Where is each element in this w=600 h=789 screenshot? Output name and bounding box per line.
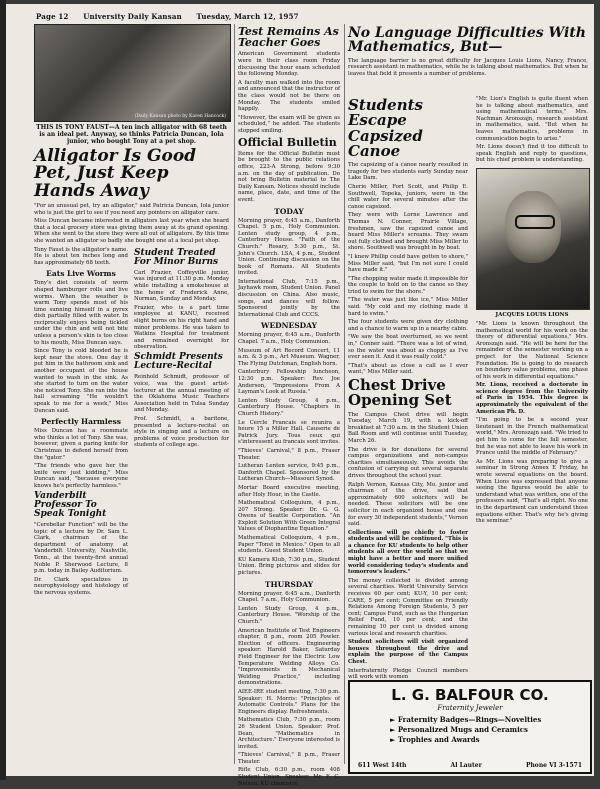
article-paragraph: As Mr. Lions was preparing to give a seminar in Strong Annex E Friday, he wrote several equations on the board. When Lions was expressed that anyone seeing the figures would be able to understand what was written, one of the professors said, "That's all right. No one in the department can understand those equations either. That's why he's giving the seminar." bbox=[476, 458, 588, 525]
bulletin-item: "Thieves' Carnival," 8 p.m., Fraser Theater. bbox=[238, 752, 340, 765]
article-paragraph: Mr. Lions, received a doctorate in science degree from the University of Paris in 1954. This degree is approximately the equivalent of the American Ph. D. bbox=[476, 382, 588, 415]
balfour-ad bbox=[348, 680, 592, 774]
issue-date: Tuesday, March 12, 1957 bbox=[196, 12, 299, 21]
test-headline: Test Remains As Teacher Goes bbox=[238, 25, 339, 50]
photo-caption: THIS IS TONY FAUST—A ten inch alligator with 68 teeth is an ideal pet. Anyway, so thinks Patricia Duncan, Iola junior, who bought Tony at a pet shop. bbox=[36, 124, 227, 145]
bulletin-item: Mortar Board executive meeting, after Holy Hour, in the Castle. bbox=[238, 484, 340, 498]
vanderbilt-headline: Vanderbilt Professor To Speak Tonight bbox=[34, 490, 107, 519]
article-paragraph: "However, the exam will be given as scheduled," he added. The students stopped smiling. bbox=[238, 114, 340, 134]
paper-name: University Daily Kansan bbox=[83, 12, 182, 21]
canoe-headline: Students Escape Capsized Canoe bbox=[348, 96, 423, 160]
newspaper-page bbox=[6, 4, 594, 787]
language-header bbox=[348, 24, 588, 79]
bulletin-item: Mathematical Colloquium, 4 p.m., Paper "Tonst in Mexico." Open to all students. Guest Student Union. bbox=[238, 535, 340, 555]
balfour-item: ► Personalized Mugs and Ceramics bbox=[390, 725, 528, 734]
balfour-item: ► Fraternity Badges—Rings—Novelties bbox=[390, 715, 542, 724]
lions-portrait bbox=[476, 168, 590, 310]
article-paragraph: The four students were given dry clothing and a chance to warm up in a nearby cabin. bbox=[348, 319, 468, 332]
bulletin-item: Mathematics Club, 7:30 p.m., room 26 Student Union. Speaker: Prof. Dean, "Mathematics in Architecture." Everyone interested is invited. bbox=[238, 717, 340, 750]
article-paragraph: Cherie Miller, Fort Scott, and Philip E. Southwell, Topeka, juniors, were in the chill water for several minutes after the canoe capsized. bbox=[348, 183, 468, 210]
schmidt-headline: Schmidt Presents Lecture-Recital bbox=[134, 352, 223, 372]
article-paragraph: Miss Duncan became interested in alligators last year when she heard that a local grocery store was giving them away at its grand opening. When she went to the store they were all out of alligators. By this time she wanted an alligator so badly she bought one at a local pet shop. bbox=[34, 218, 229, 244]
bulletin-item: KU Kamera Klub, 7:30 p.m., Student Union. Bring pictures and slides for pictures. bbox=[238, 556, 340, 577]
balfour-phone: Phone VI 3-1571 bbox=[525, 762, 582, 769]
subhead: Eats Live Worms bbox=[46, 269, 116, 279]
column-1 bbox=[34, 24, 229, 599]
article-paragraph: "I'm going to be a second year lieutenant in the French mathematical world," Mrs. Aronszajn said. "We tried to get him to come for the fall semester, but he was not able to leave his work in France until the middle of February." bbox=[476, 417, 588, 457]
column-2 bbox=[238, 24, 340, 789]
bulletin-item: Lenten Study Group, 4 p.m., Canterbury House. "Worship of the Church." bbox=[238, 605, 340, 625]
bulletin-item: Museum of Art Record Concert, 11 a.m. & 3 p.m., Art Museum. Wagner, The Flying Dutchman, English horn. bbox=[238, 347, 340, 367]
bulletin-day: THURSDAY bbox=[264, 579, 314, 589]
article-paragraph: American Government students were in their class room Friday discussing the hour exam scheduled the following Monday. bbox=[238, 51, 340, 78]
column-1a bbox=[34, 247, 128, 599]
photo-credit: (Daily Kansan photo by Karen Hancock) bbox=[134, 114, 226, 119]
bulletin-item: American Institute of Test Engineers chapter, 8 p.m., room 205 Fowler. Election of officers. Engineering speaker: Harold Baker, Saturday Field Engineer for the Electric Low Temperature Welding Alloys Co. "Improvements in Mechanical Welding Practice," including demonstrations. bbox=[238, 627, 340, 687]
article-paragraph: A faculty man walked into the room and announced that the instructor of the class would not be there on Monday. The students smiled happily. bbox=[238, 79, 340, 113]
article-paragraph: Prof. Schmidt, a baritone, presented a lecture-recital on style in singing and a lecture on problems of voice production for students of college age. bbox=[134, 415, 229, 449]
article-paragraph: Tony Faust is the alligator's name. He is about ten inches long and has approximately 68 teeth. bbox=[34, 246, 128, 266]
bulletin-item: International Club, 7:15 p.m., Jayhawk room, Student Union. Panel discussion on China. Also music, songs, and dances will follow. Sponsored jointly by the International Club and CCCS. bbox=[238, 278, 340, 318]
column-4 bbox=[476, 96, 588, 527]
article-paragraph: Frazier, who is a part time employee at KANU, received slight burns on his right hand and minor problems. He was taken to Watkins Hospital for treatment and remained overnight for observation. bbox=[134, 304, 229, 351]
bulletin-item: Morning prayer, 6:45 a.m., Danforth Chapel. 7 a.m., Holy Communion. bbox=[238, 590, 340, 604]
balfour-address: 611 West 14th bbox=[358, 762, 407, 769]
bulletin-intro: Items for the Official Bulletin must be brought to the public relations office, 223-A Strong, before 9:30 a.m. on the day of publication. Do not bring Bulletin material to The Daily Kansan. Notices should include name, place, date, and time of the event. bbox=[238, 150, 340, 203]
bulletin-item: Canterbury Fellowship luncheon, 12:30 p.m. Speaker: Rev. Joe Anderson, "Impressions From A Layman's Look at Russia." bbox=[238, 369, 340, 396]
bulletin-item: Rifle Club, 6:30 p.m., room 408 Student Union. Speaker: Mr. F. C. Nelson, KU chemistry. bbox=[238, 767, 340, 787]
page-number: Page 12 bbox=[36, 12, 69, 21]
article-paragraph: The drive is for donations for several campus organizations and non-campus charities simultaneously. This avoids the confusion of carrying out several separate drives throughout the school year. bbox=[348, 446, 468, 479]
article-paragraph: They were with Lorne Lawrence and Thomas N. Conner, Prairie Village, freshmen, saw the capsized canoe and heard Miss Miller's screams. They swam out fully clothed and brought Miss Miller to shore. Southwell was brought in by boat. bbox=[348, 212, 468, 252]
article-paragraph: "For an unusual pet, try an alligator," said Patricia Duncan, Iola junior who is just the girl to see if you need any pointers on alligator care. bbox=[34, 202, 229, 216]
column-rule bbox=[234, 24, 235, 764]
article-paragraph: The language barrier is no great difficulty for Jacques Louis Lions, Nancy, France, research assistant in mathematics, while he is talking about mathematics. But when he leaves that field it presents a number of problems. bbox=[348, 57, 588, 77]
article-paragraph: "The friends who gave her the knife were just kidding," Miss Duncan said, "because everyone knows he's perfectly harmless." bbox=[34, 463, 128, 489]
article-paragraph: Mr. Lions doesn't find it too difficult to speak English and reply to questions, but his chief problem is understanding. bbox=[476, 144, 588, 164]
article-paragraph: "I knew Phillip could have gotten to shore," Miss Miller said, "but I'm not sure I could have made it." bbox=[348, 253, 468, 274]
bulletin-item: Morning prayer, 6:45 a.m., Danforth Chapel. 5 p.m., Holy Communion. Lenten study group, 4 p.m., Canterbury House. "Faith of the Church." Rosary, 5:30 p.m., St. John's Church. LSA, 4 p.m., Student Union. Continuing discussion on the book of Romans. All Students invited. bbox=[238, 217, 340, 277]
article-paragraph: "The water was just like ice," Miss Miller said. "My cold and my clothing made it hard to swim." bbox=[348, 297, 468, 317]
balfour-footer bbox=[358, 762, 582, 769]
balfour-contact: Al Lauter bbox=[450, 762, 482, 769]
balfour-list bbox=[350, 715, 590, 745]
bulletin-item: "Thieves' Carnival," 8 p.m., Fraser Theater. bbox=[238, 447, 340, 461]
portrait-glasses bbox=[515, 215, 555, 229]
bulletin-day: WEDNESDAY bbox=[261, 321, 317, 331]
column-1-split bbox=[34, 247, 229, 599]
column-3 bbox=[348, 96, 468, 683]
article-paragraph: The Campus Chest drive will begin Tuesday, March 19, with a kick-off breakfast at 7:30 a.m. in the Student Union Ball Room and will continue until Tuesday, March 26. bbox=[348, 411, 468, 444]
article-paragraph: Miss Duncan has a roommate who thinks a lot of Tony. She was, however, given a paring knife for Christmas to defend herself from the "gator." bbox=[34, 428, 128, 461]
article-paragraph: Dr. Clark specializes in neurophysiology and histology of the nervous systems. bbox=[34, 576, 128, 596]
article-paragraph: "We saw the boat overturned, so we went in," Conner said. "There was a lot of wind, so the water was about as choppy as I've ever seen it. And it was really cold." bbox=[348, 334, 468, 361]
article-paragraph: The capsizing of a canoe nearly resulted in tragedy for two students early Sunday near Lake Dam. bbox=[348, 162, 468, 182]
chest-headline: Chest Drive Opening Set bbox=[348, 376, 452, 410]
subhead: Perfectly Harmless bbox=[41, 417, 121, 427]
article-paragraph: Reinhold Schmidt, professor of voice, was the guest artist-lecturer at the annual meeting of the Oklahoma Music Teachers Association held in Tulsa Sunday and Monday. bbox=[134, 374, 229, 414]
bulletin-item: Mathematical Colloquium, 4 p.m., 207 Strong. Speaker: Dr. G. G. Owens of Seattle Corporation. "An Exploit Solution With Green Integral Values of Diophantine Equation." bbox=[238, 500, 340, 533]
article-paragraph: Collections will go chiefly to foster students and will be continued. "This is a chance for KU students to help other students all over the world so that we might have a better and more unified world considering today's students and tomorrow's leaders." bbox=[348, 529, 468, 576]
alligator-headline: Alligator Is Good Pet, Just Keep Hands Away bbox=[34, 146, 197, 201]
article-paragraph: Interfraternity Pledge Council members will work with women bbox=[348, 667, 468, 681]
bulletin-item: Le Cercle Francais se reunira a heure 15 a Miller Hall. Causerie de Patrick Jury. Tous ceux qui s'interessent au francais sont invites. bbox=[238, 419, 340, 446]
article-paragraph: Since Tony is cold blooded he is kept near the stove. One day it put him in the bathroom sink and another occupant of the house wanted to wash in the sink. As she started to turn on the water she noticed Tony. She ran into the hall screaming "He wouldn't speak to me for a week," Miss Duncan said. bbox=[34, 348, 128, 414]
bulletin-item: Morning prayer, 6:45 a.m., Danforth Chapel. 7 a.m., Holy Communion. bbox=[238, 332, 340, 346]
article-paragraph: Carl Frazier, Coffeyville junior, was injured at 11:30 p.m. Monday while installing a smokehouse at the home of Frederick Anne, Norman, Sunday and Monday. bbox=[134, 269, 229, 303]
article-paragraph: "Mr. Lions is known throughout the mathematical world for his work on the theory of differential equations," Mrs. Aronszajn said. "He will be here for the remainder of the semester working on a project for the National Science Foundation. He is going to do research on boundary value problems, one phase of his work in differential equations." bbox=[476, 320, 588, 380]
article-paragraph: The money collected is divided among several charities. World University Service receives 60 per cent; KU-Y, 10 per cent; CARE, 5 per cent; Committee on Friendly Relations Among Foreign Students, 5 per cent; Campus Fund, such as the Hungarian Relief Fund, 10 per cent, and the remaining 10 per cent is divided among various local and research charities. bbox=[348, 577, 468, 637]
bulletin-item: AIEE-IRE student meeting, 7:30 p.m. Speaker: H. Morris: "Principles of Automatic Controls." Plans for the Engineers display. Refreshments. bbox=[238, 688, 340, 715]
balfour-item: ► Trophies and Awards bbox=[390, 735, 480, 744]
masthead bbox=[36, 12, 311, 21]
article-paragraph: "Mr. Lion's English is quite fluent when he is talking about mathematics, and using mathematical terms," Mrs. Nachman Aronszajn, research assistant in mathematics, said. "But when he leaves mathematics, problems in communication begin to arise." bbox=[476, 96, 588, 142]
balfour-tag: Fraternity Jeweler bbox=[437, 704, 503, 712]
article-paragraph: "The chopping water made it impossible for the couple to hold on to the canoe so they tried to swim for the shore." bbox=[348, 275, 468, 295]
article-paragraph: Tony's diet consists of worm shaped hamburger rolls and live worms. When the weather is warm Tony spends most of his time sunning himself in a pyrex dish partially filled with water. In reciprocally enjoys being tickled under the chin and will not bite unless a person's skin is too close to his mouth, Miss Duncan says. bbox=[34, 280, 128, 346]
bulletin-day: TODAY bbox=[274, 206, 304, 216]
column-1b bbox=[134, 247, 229, 599]
language-headline: No Language Difficulties With Mathematics, But— bbox=[348, 25, 586, 56]
article-paragraph: "That's about as close a call as I ever want," Miss Miller said. bbox=[348, 362, 468, 376]
column-rule bbox=[344, 24, 345, 764]
bulletin-item: Lutheran Lenten service, 9:45 p.m., Danforth Chapel. Sponsored by the Lutheran Church—Missouri Synod. bbox=[238, 463, 340, 483]
burns-headline: Student Treated For Minor Burns bbox=[134, 247, 219, 267]
article-paragraph: "Cerebellar Function" will be the topic of a lecture by Dr. Sam L. Clark, chairman of the department of anatomy at Vanderbilt University, Nashville, Tenn., at the twenty-first annual Noble P. Sherwood Lecture, 8 p.m. today in Bailey Auditorium. bbox=[34, 522, 128, 575]
article-paragraph: Student solicitors will visit organized houses throughout the drive and explain the purpose of the Campus Chest. bbox=[348, 639, 468, 665]
alligator-photo bbox=[34, 24, 231, 122]
bulletin-item: Lenten Study Group, 4 p.m., Canterbury House. "Chapters in Church History." bbox=[238, 397, 340, 417]
portrait-caption: JACQUES LOUIS LIONS bbox=[495, 311, 569, 318]
balfour-name: L. G. BALFOUR CO. bbox=[391, 686, 549, 704]
bulletin-headline: Official Bulletin bbox=[238, 135, 337, 149]
article-paragraph: Ralph Vernon, Kansas City, Mo. junior and chairman of the drive, said that approximately 600 solicitors will be needed. These solicitors will be one solicitor in each organized house and one for every 30 independent students," Vernon said. bbox=[348, 481, 468, 528]
